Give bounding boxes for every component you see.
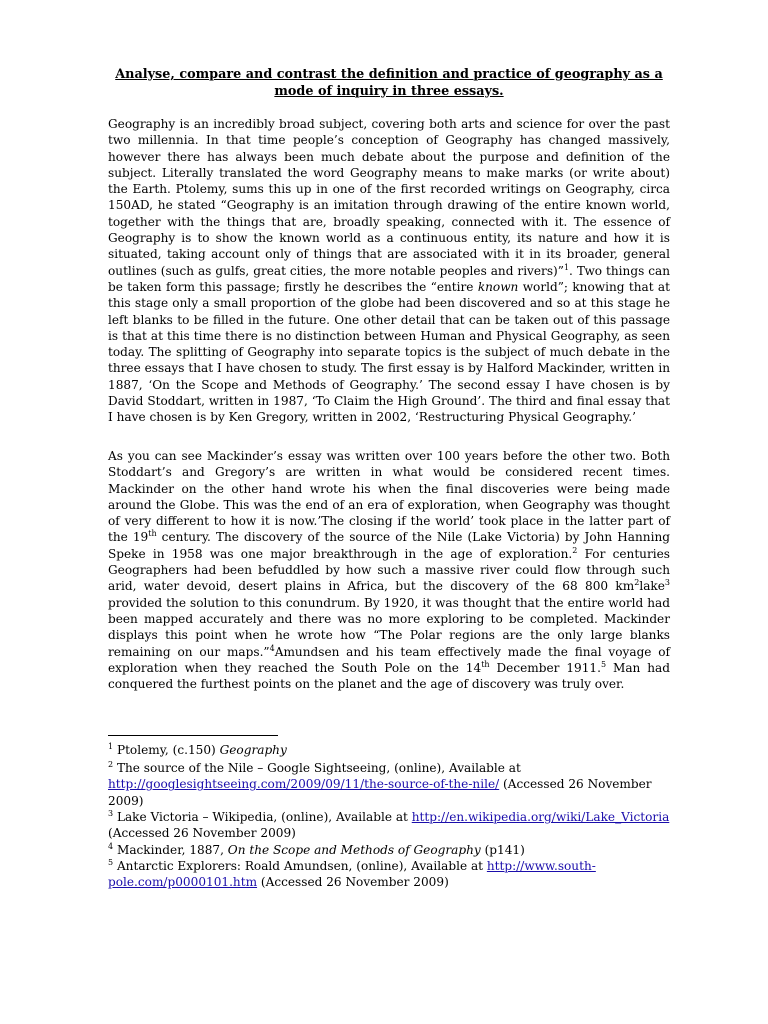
text-run: lake [639, 579, 665, 594]
text-run: century. The discovery of the source of the Nile (Lake Victoria) by John Hanning Speke in 1958 was one major breakthrough in the age of exploration. [108, 530, 670, 561]
footnote-text: Mackinder, 1887, [113, 843, 228, 857]
text-run: Man had conquered the furthest points on the planet and the age of discovery was truly over. [108, 660, 670, 692]
footnote-ref-2[interactable]: 2 [572, 545, 578, 555]
footnote-accessed: (Accessed 26 November 2009) [108, 777, 652, 808]
footnote-page: (p141) [480, 843, 525, 857]
ordinal-suffix: th [481, 659, 490, 669]
footnote-link[interactable]: http://www.south-pole.com/p0000101.htm [108, 859, 596, 890]
footnote-accessed: (Accessed 26 November 2009) [257, 875, 449, 890]
text-run: December 1911. [489, 660, 601, 675]
footnote-number: 5 [108, 857, 114, 867]
footnote-text: Lake Victoria – Wikipedia, (online), Available at [113, 810, 412, 824]
ordinal-suffix: th [148, 529, 157, 539]
footnote-ref-4[interactable]: 4 [269, 643, 275, 653]
footnote-ref-1[interactable]: 1 [563, 262, 570, 272]
paragraph-mackinder [108, 448, 670, 692]
text-run: world”; knowing that at this stage only a small proportion of the globe had been discovered and so at this stage he left blanks to be filled in the future. One other detail that can be taken out of this passage is that at this time there is no distinction between Human and Physical Geography, as seen today. The splitting of Geography into separate topics is the subject of much debate in the three essays that I have chosen to study. The first essay is by Halford Mackinder, written in 1887, ‘On the Scope and Methods of Geography.’ The second essay I have chosen is by David Stoddart, written in 1987, ‘To Claim the High Ground’. The third and final essay that I have chosen is by Ken Gregory, written in 2002, ‘Restructuring Physical Geography.’ [108, 279, 670, 425]
text-run: As you can see Mackinder’s essay was written over 100 years before the other two. Both Stoddart’s and Gregory’s are written in what would be considered recent times. Mackinder on the other hand wrote his when the final discoveries were being made around the Globe. This was the end of an era of exploration, when Geography was thought of very different to how it is now.’The closing if the world’ took place in the latter part of the 19 [108, 449, 670, 545]
footnote-link[interactable]: http://googlesightseeing.com/2009/09/11/the-source-of-the-nile/ [108, 777, 500, 792]
footnote-ref-5[interactable]: 5 [600, 659, 607, 669]
text-run: . Two things can be taken form this passage; firstly he describes the “entire [108, 263, 670, 294]
footnote-text: Ptolemy, (c.150) [113, 743, 220, 757]
footnote-4 [108, 842, 670, 858]
footnote-5 [108, 858, 670, 891]
footnote-number: 4 [108, 841, 114, 851]
footnote-number: 3 [108, 808, 114, 818]
text-run: For centuries Geographers had been befuddled by how such a massive river could flow through such arid, water devoid, desert plains in Africa, but the discovery of the 68 800 km [108, 546, 670, 594]
paragraph-introduction [108, 116, 670, 426]
text-run: Amundsen and his team effectively made the final voyage of exploration when they reached the South Pole on the 14 [108, 644, 671, 675]
text-run: provided the solution to this conundrum. By 1920, it was thought that the entire world had been mapped accurately and there was no more exploring to be completed. Mackinder displays this point when he wrote how “The Polar regions are the only large blanks remaining on our maps.” [108, 595, 670, 659]
footnote-title: On the Scope and Methods of Geography [227, 843, 481, 857]
footnote-accessed: (Accessed 26 November 2009) [108, 826, 296, 841]
footnote-title: Geography [219, 743, 287, 757]
footnote-link[interactable]: http://en.wikipedia.org/wiki/Lake_Victoria [411, 810, 670, 824]
footnote-number: 2 [108, 759, 114, 769]
text-run: Geography is an incredibly broad subject, covering both arts and science for over the past two millennia. In that time people’s conception of Geography has changed massively, however there has always been much debate about the purpose and definition of the subject. Literally translated the word Geography means to make marks (or write about) the Earth. Ptolemy, sums this up in one of the first recorded writings on Geography, circa 150AD, he stated “Geography is an imitation through drawing of the entire known world, together with the things that are, broadly speaking, connected with it. The essence of Geography is to show the known world as a continuous entity, its nature and how it is situated, taking account only of things that are associated with it in its broader, general outlines (such as gulfs, great cities, the more notable peoples and rivers)” [108, 117, 670, 278]
footnote-2 [108, 760, 670, 809]
footnote-ref-3[interactable]: 3 [664, 578, 670, 588]
footnote-number: 1 [108, 741, 114, 751]
essay-title: Analyse, compare and contrast the definition and practice of geography as a mode of inquiry in three essays. [115, 67, 663, 99]
emphasis-known: known [477, 279, 519, 294]
footnote-text: The source of the Nile – Google Sightseeing, (online), Available at [113, 761, 521, 775]
footnote-separator [108, 735, 278, 736]
unit-exponent: 2 [634, 578, 640, 588]
footnote-3 [108, 809, 670, 842]
footnote-1 [108, 742, 670, 758]
footnote-text: Antarctic Explorers: Roald Amundsen, (online), Available at [113, 859, 487, 873]
